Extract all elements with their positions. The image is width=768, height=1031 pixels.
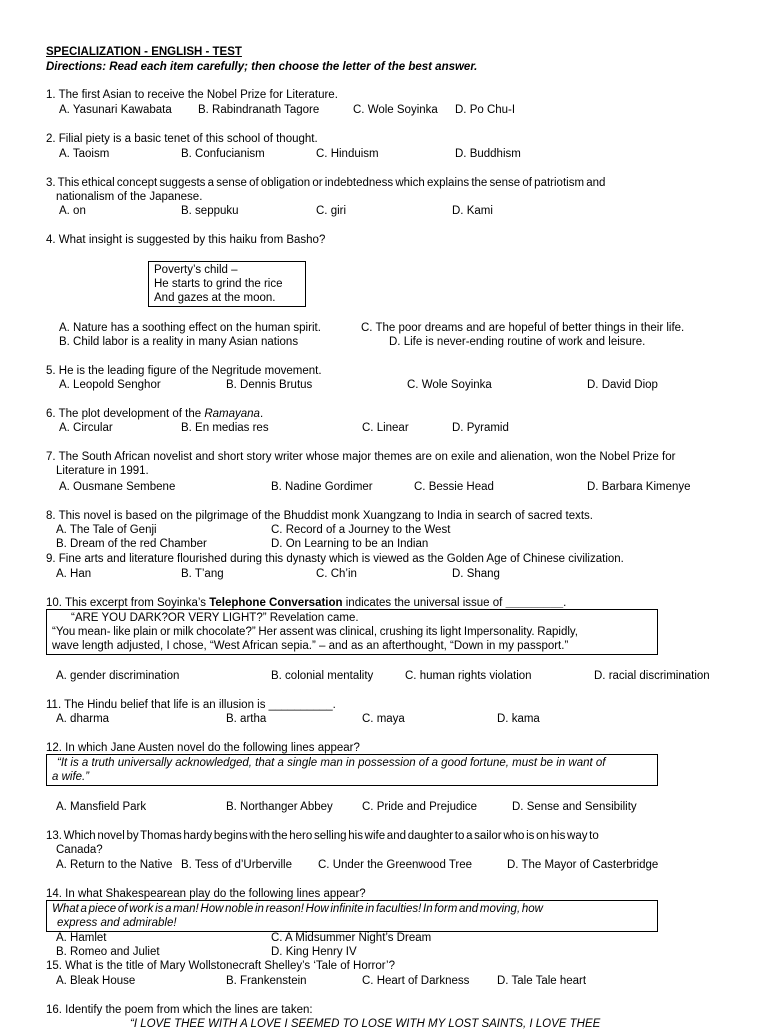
q10-stem-text: 10. This excerpt from Soyinka’s bbox=[46, 597, 210, 609]
q10-excerpt-line3: wave length adjusted, I chose, “West African sepia.” – and as an afterthought, “Down in my passport.” bbox=[52, 640, 569, 652]
q2-option-d: D. Buddhism bbox=[455, 148, 521, 160]
q3-option-a: A. on bbox=[59, 205, 86, 217]
q9-option-a: A. Han bbox=[56, 568, 92, 580]
q7-stem-line1: 7. The South African novelist and short story writer whose major themes are on exile and alienation, won the Nobel Prize for bbox=[46, 451, 676, 463]
q5-option-c: C. Wole Soyinka bbox=[407, 379, 492, 391]
q3-option-b: B. seppuku bbox=[181, 205, 239, 217]
q10-excerpt-line1: “ARE YOU DARK?OR VERY LIGHT?” Revelation came. bbox=[71, 612, 359, 624]
q9-stem: 9. Fine arts and literature flourished during this dynasty which is viewed as the Golden Age of Chinese civilization. bbox=[46, 553, 624, 565]
directions: Directions: Read each item carefully; then choose the letter of the best answer. bbox=[46, 61, 478, 73]
q3-stem-line1: 3. This ethical concept suggests a sense of obligation or indebtedness which explains the sense of patriotism and bbox=[46, 177, 606, 189]
q6-option-a: A. Circular bbox=[59, 422, 113, 434]
q5-stem: 5. He is the leading figure of the Negritude movement. bbox=[46, 365, 322, 377]
q15-stem: 15. What is the title of Mary Wollstonecraft Shelley’s ‘Tale of Horror’? bbox=[46, 960, 395, 972]
q14-quote-box bbox=[46, 900, 658, 932]
haiku-line-3: And gazes at the moon. bbox=[154, 292, 276, 304]
q6-stem bbox=[46, 407, 263, 421]
q10-excerpt-box bbox=[46, 609, 658, 655]
q10-option-c: C. human rights violation bbox=[405, 670, 532, 682]
q8-stem: 8. This novel is based on the pilgrimage of the Bhuddist monk Xuangzang to India in search of sacred texts. bbox=[46, 510, 594, 522]
q1-option-a: A. Yasunari Kawabata bbox=[59, 104, 172, 116]
q7-stem-line2: Literature in 1991. bbox=[56, 465, 149, 477]
q9-option-b: B. T’ang bbox=[181, 568, 224, 580]
q4-option-c: C. The poor dreams and are hopeful of better things in their life. bbox=[361, 322, 685, 334]
q4-option-a: A. Nature has a soothing effect on the human spirit. bbox=[59, 322, 321, 334]
q1-option-c: C. Wole Soyinka bbox=[353, 104, 438, 116]
haiku-line-1: Poverty’s child – bbox=[154, 264, 238, 276]
q3-stem-line2: nationalism of the Japanese. bbox=[56, 191, 203, 203]
q2-option-a: A. Taoism bbox=[59, 148, 110, 160]
q7-option-b: B. Nadine Gordimer bbox=[271, 481, 373, 493]
q9-option-c: C. Ch’in bbox=[316, 568, 357, 580]
q10-blank: _________ bbox=[505, 597, 564, 609]
q13-option-c: C. Under the Greenwood Tree bbox=[318, 859, 473, 871]
q12-option-a: A. Mansfield Park bbox=[56, 801, 147, 813]
q1-stem: 1. The first Asian to receive the Nobel Prize for Literature. bbox=[46, 89, 338, 101]
q16-stem: 16. Identify the poem from which the lines are taken: bbox=[46, 1004, 313, 1016]
q3-option-c: C. giri bbox=[316, 205, 347, 217]
q3-option-d: D. Kami bbox=[452, 205, 493, 217]
q6-option-c: C. Linear bbox=[362, 422, 409, 434]
q12-quote-line1: “It is a truth universally acknowledged, that a single man in possession of a good fortune, must be in want of bbox=[57, 757, 606, 769]
q1-option-d: D. Po Chu-I bbox=[455, 104, 516, 116]
q10-excerpt-line2: “You mean- like plain or milk chocolate?” Her assent was clinical, crushing its light Impersonality. Rapidly, bbox=[52, 626, 578, 638]
q13-option-d: D. The Mayor of Casterbridge bbox=[507, 859, 659, 871]
q6-stem-end: . bbox=[259, 408, 264, 420]
q5-option-d: D. David Diop bbox=[587, 379, 658, 391]
haiku-line-2: He starts to grind the rice bbox=[154, 278, 283, 290]
q2-option-b: B. Confucianism bbox=[181, 148, 265, 160]
q14-quote-line1: What a piece of work is a man! How noble in reason! How infinite in faculties! In form and moving, how bbox=[52, 903, 543, 915]
q11-stem: 11. The Hindu belief that life is an illusion is __________. bbox=[46, 699, 336, 711]
q7-option-a: A. Ousmane Sembene bbox=[59, 481, 176, 493]
q10-option-a: A. gender discrimination bbox=[56, 670, 180, 682]
q12-option-b: B. Northanger Abbey bbox=[226, 801, 333, 813]
q7-option-d: D. Barbara Kimenye bbox=[587, 481, 691, 493]
q4-option-b: B. Child labor is a reality in many Asian nations bbox=[59, 336, 299, 348]
q2-stem: 2. Filial piety is a basic tenet of this school of thought. bbox=[46, 133, 318, 145]
q7-option-c: C. Bessie Head bbox=[414, 481, 494, 493]
q14-option-b: B. Romeo and Juliet bbox=[56, 946, 160, 958]
q11-option-b: B. artha bbox=[226, 713, 267, 725]
q5-option-b: B. Dennis Brutus bbox=[226, 379, 313, 391]
test-title: SPECIALIZATION - ENGLISH - TEST bbox=[46, 46, 242, 58]
q12-option-c: C. Pride and Prejudice bbox=[362, 801, 478, 813]
q9-option-d: D. Shang bbox=[452, 568, 500, 580]
q14-option-d: D. King Henry IV bbox=[271, 946, 357, 958]
q13-stem-line2: Canada? bbox=[56, 844, 103, 856]
q14-quote-line2: express and admirable! bbox=[57, 917, 177, 929]
q6-option-d: D. Pyramid bbox=[452, 422, 509, 434]
q8-option-c: C. Record of a Journey to the West bbox=[271, 524, 451, 536]
q12-quote-line2: a wife.” bbox=[52, 771, 90, 783]
q10-stem-text-2: indicates the universal issue of bbox=[342, 597, 506, 609]
q14-stem: 14. In what Shakespearean play do the following lines appear? bbox=[46, 888, 366, 900]
q8-option-b: B. Dream of the red Chamber bbox=[56, 538, 207, 550]
q5-option-a: A. Leopold Senghor bbox=[59, 379, 161, 391]
q10-option-b: B. colonial mentality bbox=[271, 670, 374, 682]
q15-option-a: A. Bleak House bbox=[56, 975, 136, 987]
q16-quote-line1: “I LOVE THEE WITH A LOVE I SEEMED TO LOSE WITH MY LOST SAINTS, I LOVE THEE bbox=[130, 1018, 601, 1030]
q2-option-c: C. Hinduism bbox=[316, 148, 379, 160]
q4-stem: 4. What insight is suggested by this haiku from Basho? bbox=[46, 234, 326, 246]
q12-quote-box bbox=[46, 754, 658, 786]
q10-option-d: D. racial discrimination bbox=[594, 670, 710, 682]
q1-option-b: B. Rabindranath Tagore bbox=[198, 104, 320, 116]
q6-stem-text: 6. The plot development of the bbox=[46, 408, 205, 420]
haiku-box bbox=[148, 261, 306, 307]
q13-stem-line1: 13. Which novel by Thomas hardy begins with the hero selling his wife and daughter to a sailor who is on his way to bbox=[46, 830, 599, 842]
q6-option-b: B. En medias res bbox=[181, 422, 269, 434]
q12-stem: 12. In which Jane Austen novel do the following lines appear? bbox=[46, 742, 360, 754]
q12-option-d: D. Sense and Sensibility bbox=[512, 801, 637, 813]
q15-option-c: C. Heart of Darkness bbox=[362, 975, 470, 987]
q13-option-a: A. Return to the Native bbox=[56, 859, 173, 871]
q11-option-a: A. dharma bbox=[56, 713, 110, 725]
q10-stem bbox=[46, 596, 566, 610]
q6-stem-title: Ramayana bbox=[204, 408, 260, 420]
q14-option-a: A. Hamlet bbox=[56, 932, 107, 944]
q11-option-c: C. maya bbox=[362, 713, 405, 725]
q10-stem-title: Telephone Conversation bbox=[209, 597, 343, 609]
q15-option-b: B. Frankenstein bbox=[226, 975, 307, 987]
q13-option-b: B. Tess of d’Urberville bbox=[181, 859, 292, 871]
q8-option-d: D. On Learning to be an Indian bbox=[271, 538, 429, 550]
q4-option-d: D. Life is never-ending routine of work and leisure. bbox=[389, 336, 646, 348]
q11-option-d: D. kama bbox=[497, 713, 540, 725]
q15-option-d: D. Tale Tale heart bbox=[497, 975, 587, 987]
q10-stem-end: . bbox=[563, 597, 567, 609]
q8-option-a: A. The Tale of Genji bbox=[56, 524, 157, 536]
q14-option-c: C. A Midsummer Night’s Dream bbox=[271, 932, 432, 944]
